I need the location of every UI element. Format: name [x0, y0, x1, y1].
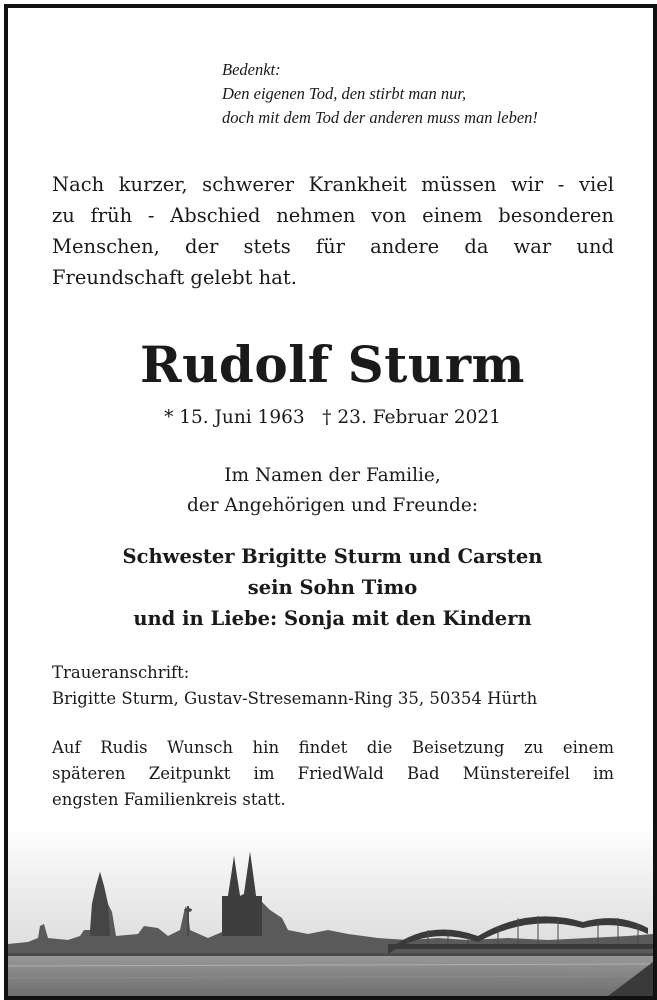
- life-dates: * 15. Juni 1963 † 23. Februar 2021: [164, 407, 501, 428]
- riverbank: [8, 953, 653, 956]
- note-line: engsten Familienkreis statt.: [52, 790, 286, 809]
- mourners-block: [8, 541, 657, 634]
- family-line: Im Namen der Familie,: [224, 465, 441, 486]
- mourner-line: Schwester Brigitte Sturm und Carsten: [122, 545, 543, 568]
- bridge-deck: [388, 944, 653, 949]
- deceased-name: Rudolf Sturm: [140, 335, 525, 394]
- intro-line: Nach kurzer, schwerer Krankheit müssen wir - viel: [52, 173, 614, 196]
- quote-line: Bedenkt:: [222, 60, 281, 79]
- address-value: Brigitte Sturm, Gustav-Stresemann-Ring 35, 50354 Hürth: [52, 689, 538, 708]
- quote-line: doch mit dem Tod der anderen muss man leben!: [222, 108, 538, 127]
- cologne-skyline-image: [8, 826, 653, 996]
- quote-block: [222, 58, 642, 130]
- mourner-line: und in Liebe: Sonja mit den Kindern: [133, 607, 532, 630]
- family-block: [8, 461, 657, 521]
- address-label: Traueranschrift:: [52, 663, 190, 682]
- river: [8, 954, 653, 996]
- family-line: der Angehörigen und Freunde:: [186, 495, 478, 516]
- note-line: Auf Rudis Wunsch hin findet die Beisetzung zu einem: [52, 738, 614, 757]
- burial-note: [52, 735, 614, 813]
- intro-line: Menschen, der stets für andere da war und: [52, 235, 614, 258]
- intro-line: zu früh - Abschied nehmen von einem besonderen: [52, 204, 614, 227]
- obituary-frame: [4, 4, 657, 1000]
- address-block: [52, 660, 612, 712]
- mourner-line: sein Sohn Timo: [247, 576, 418, 599]
- note-line: späteren Zeitpunkt im FriedWald Bad Münstereifel im: [52, 764, 614, 783]
- intro-line: Freundschaft gelebt hat.: [52, 266, 297, 289]
- intro-text: [52, 169, 614, 293]
- quote-line: Den eigenen Tod, den stirbt man nur,: [222, 84, 467, 103]
